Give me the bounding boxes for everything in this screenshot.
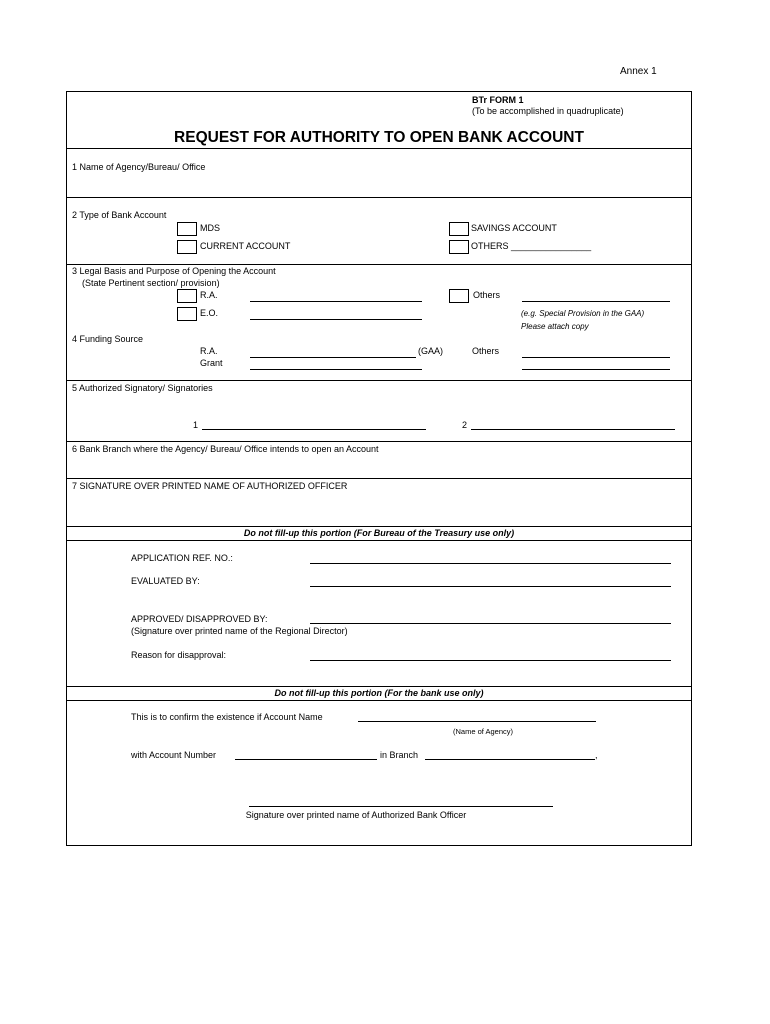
form-code: BTr FORM 1 [472, 95, 524, 105]
funding-source-label: 4 Funding Source [72, 334, 144, 344]
branch-comma: , [595, 750, 598, 760]
divider [66, 197, 692, 198]
annex-label: Annex 1 [620, 66, 657, 77]
savings-account-checkbox[interactable] [449, 222, 469, 236]
bank-officer-signature-line[interactable] [249, 806, 553, 807]
divider [66, 441, 692, 442]
account-number-input-line[interactable] [235, 759, 377, 760]
signatory-2-number: 2 [462, 420, 468, 430]
ra-input-line[interactable] [250, 301, 422, 302]
branch-label: in Branch [380, 750, 419, 760]
divider [66, 526, 692, 527]
signatory-2-input-line[interactable] [471, 429, 675, 430]
current-account-label: CURRENT ACCOUNT [200, 241, 291, 251]
application-ref-label: APPLICATION REF. NO.: [131, 553, 233, 563]
funding-others-input-line-2[interactable] [522, 369, 670, 370]
eo-checkbox[interactable] [177, 307, 197, 321]
others-account-checkbox[interactable] [449, 240, 469, 254]
eo-input-line[interactable] [250, 319, 422, 320]
grant-input-line[interactable] [250, 369, 422, 370]
agency-name-note: (Name of Agency) [453, 727, 514, 736]
savings-account-label: SAVINGS ACCOUNT [471, 223, 557, 233]
funding-others-input-line[interactable] [522, 357, 670, 358]
branch-input-line[interactable] [425, 759, 595, 760]
account-name-input-line[interactable] [358, 721, 596, 722]
ra-label: R.A. [200, 290, 218, 300]
signatory-1-number: 1 [193, 420, 199, 430]
divider [66, 380, 692, 381]
others-account-label: OTHERS ________________ [471, 241, 592, 251]
application-ref-input-line[interactable] [310, 563, 671, 564]
approved-by-input-line[interactable] [310, 623, 671, 624]
bank-officer-signature-text: Signature over printed name of Authorized Bank Officer [245, 810, 467, 820]
approved-by-label: APPROVED/ DISAPPROVED BY: [131, 614, 268, 624]
disapproval-reason-input-line[interactable] [310, 660, 671, 661]
bank-officer-signature-label [66, 810, 692, 820]
divider [66, 478, 692, 479]
approved-by-note: (Signature over printed name of the Regional Director) [131, 626, 348, 636]
funding-others-label: Others [472, 346, 500, 356]
gaa-note: (e.g. Special Provision in the GAA) [521, 309, 645, 318]
bank-branch-label: 6 Bank Branch where the Agency/ Bureau/ Office intends to open an Account [72, 444, 379, 454]
funding-ra-input-line[interactable] [250, 357, 416, 358]
evaluated-by-input-line[interactable] [310, 586, 671, 587]
evaluated-by-label: EVALUATED BY: [131, 576, 200, 586]
form-title: REQUEST FOR AUTHORITY TO OPEN BANK ACCOUNT [174, 129, 584, 146]
agency-name-label: 1 Name of Agency/Bureau/ Office [72, 162, 206, 172]
divider [66, 686, 692, 687]
signatories-label: 5 Authorized Signatory/ Signatories [72, 383, 213, 393]
legal-others-input-line[interactable] [522, 301, 670, 302]
eo-label: E.O. [200, 308, 219, 318]
attach-note: Please attach copy [521, 322, 589, 331]
funding-ra-label: R.A. [200, 346, 218, 356]
bank-use-header: Do not fill-up this portion (For the bank use only) [274, 688, 484, 698]
form-frame [66, 91, 692, 846]
divider [66, 264, 692, 265]
legal-basis-label: 3 Legal Basis and Purpose of Opening the Account [72, 266, 276, 276]
authorized-officer-label: 7 SIGNATURE OVER PRINTED NAME OF AUTHORIZED OFFICER [72, 481, 348, 491]
legal-basis-sublabel: (State Pertinent section/ provision) [82, 278, 220, 288]
btr-use-header: Do not fill-up this portion (For Bureau of the Treasury use only) [243, 528, 515, 538]
ra-checkbox[interactable] [177, 289, 197, 303]
divider [66, 148, 692, 149]
form-note: (To be accomplished in quadruplicate) [472, 106, 624, 116]
disapproval-reason-label: Reason for disapproval: [131, 650, 227, 660]
account-number-label: with Account Number [131, 750, 217, 760]
signatory-1-input-line[interactable] [202, 429, 426, 430]
legal-others-checkbox[interactable] [449, 289, 469, 303]
gaa-label: (GAA) [418, 346, 444, 356]
mds-label: MDS [200, 223, 220, 233]
current-account-checkbox[interactable] [177, 240, 197, 254]
mds-checkbox[interactable] [177, 222, 197, 236]
legal-others-label: Others [473, 290, 501, 300]
divider [66, 540, 692, 541]
grant-label: Grant [200, 358, 223, 368]
divider [66, 700, 692, 701]
confirm-text: This is to confirm the existence if Account Name [131, 712, 323, 722]
account-type-label: 2 Type of Bank Account [72, 210, 167, 220]
